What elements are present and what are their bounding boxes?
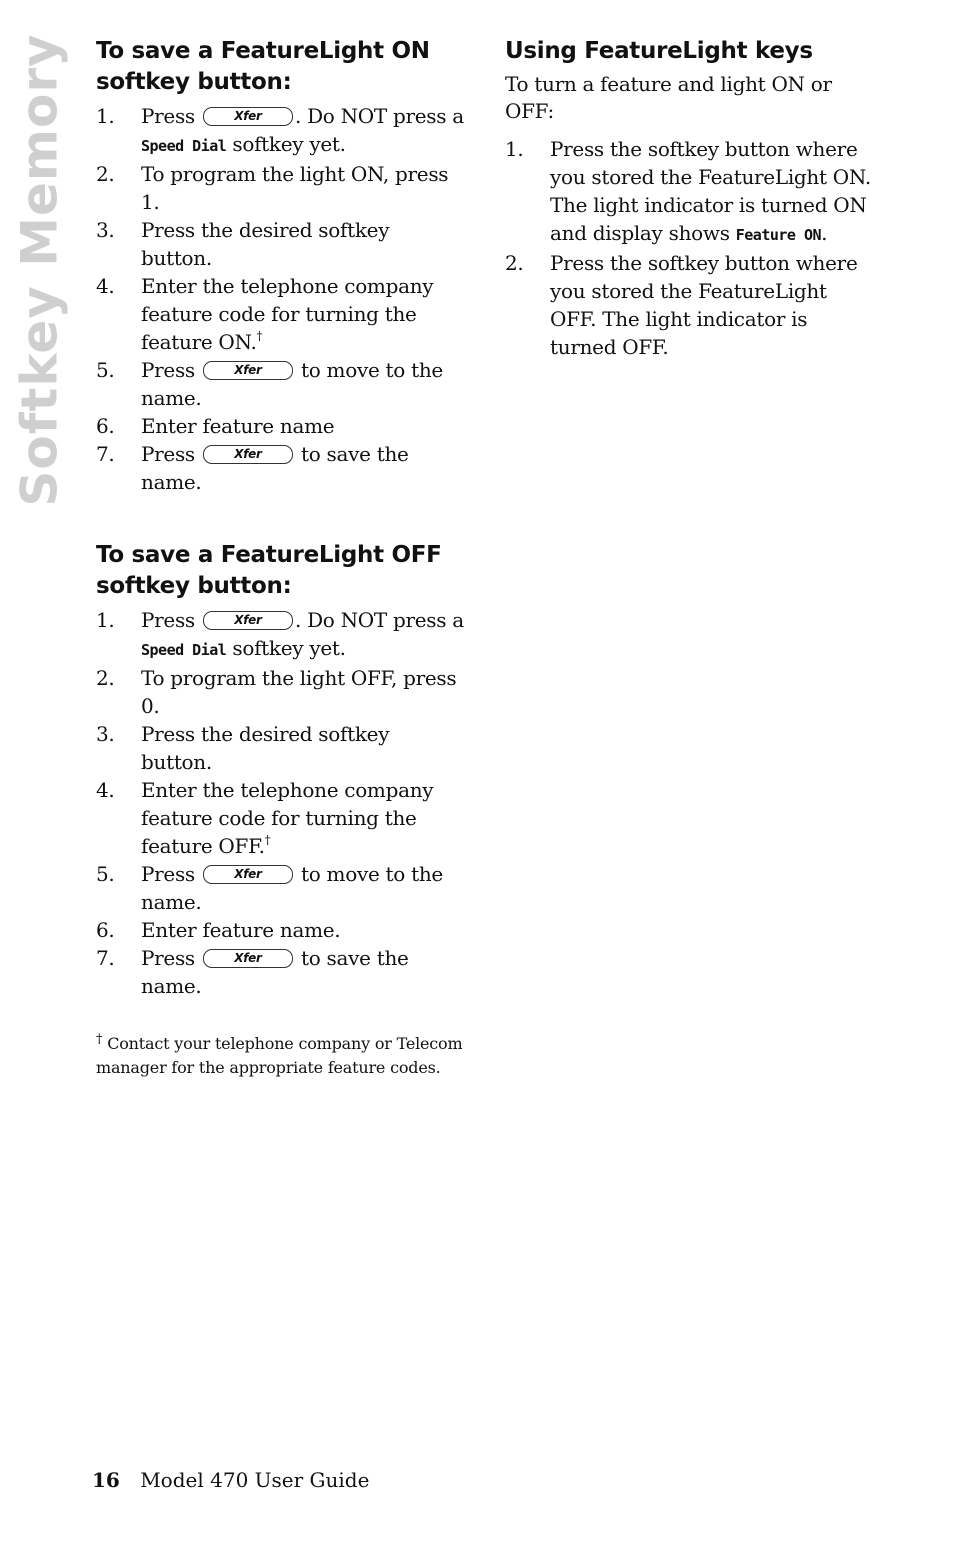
side-tab-label: Softkey Memory xyxy=(11,33,69,507)
list-item: 5. Press Xfer to move to the name. xyxy=(96,862,443,914)
steps-list-off xyxy=(96,606,466,1000)
xfer-key-icon: Xfer xyxy=(203,865,293,884)
xfer-key-icon: Xfer xyxy=(203,107,293,126)
list-item: 2. To program the light OFF, press 0. xyxy=(96,666,457,718)
section-heading-on: To save a FeatureLight ON softkey button: xyxy=(96,38,430,95)
list-item: 1. Press Xfer . Do NOT press a Speed Dial softkey yet. xyxy=(96,104,464,156)
footnote: † Contact your telephone company or Telecom manager for the appropriate feature codes. xyxy=(96,1032,463,1077)
xfer-key-icon: Xfer xyxy=(203,949,293,968)
document-title: Model 470 User Guide xyxy=(140,1468,370,1492)
featurelight-off-section xyxy=(96,540,466,1000)
list-item: 5. Press Xfer to move to the name. xyxy=(96,358,443,410)
side-tab xyxy=(11,33,69,507)
lcd-feature-on-text: Feature ON xyxy=(735,226,822,244)
section-heading-using: Using FeatureLight keys xyxy=(505,38,813,64)
list-item: 1. Press the softkey button where you stored the FeatureLight ON. The light indicator is turned ON and display shows Feature ON. xyxy=(505,137,871,245)
right-column xyxy=(505,36,875,361)
page-footer xyxy=(92,1468,369,1492)
list-item: 1. Press Xfer . Do NOT press a Speed Dial softkey yet. xyxy=(96,608,464,660)
lcd-speed-dial-text: Speed Dial xyxy=(141,641,227,659)
steps-list-on xyxy=(96,102,466,496)
list-item: 3. Press the desired softkey button. xyxy=(96,722,390,774)
list-item: 3. Press the desired softkey button. xyxy=(96,218,390,270)
list-item: 7. Press Xfer to save the name. xyxy=(96,442,409,494)
list-item: 2. To program the light ON, press 1. xyxy=(96,162,449,214)
list-item: 6. Enter feature name xyxy=(96,414,335,438)
intro-text: To turn a feature and light ON or OFF: xyxy=(505,72,832,123)
dagger-mark: † xyxy=(256,329,263,343)
xfer-key-icon: Xfer xyxy=(203,445,293,464)
dagger-mark: † xyxy=(264,833,271,847)
list-item: 7. Press Xfer to save the name. xyxy=(96,946,409,998)
list-item: 6. Enter feature name. xyxy=(96,918,341,942)
steps-list-using xyxy=(505,135,875,361)
section-heading-off: To save a FeatureLight OFF softkey button: xyxy=(96,542,442,599)
featurelight-on-section xyxy=(96,36,466,496)
list-item: 2. Press the softkey button where you stored the FeatureLight OFF. The light indicator is turned OFF. xyxy=(505,251,858,359)
lcd-speed-dial-text: Speed Dial xyxy=(141,137,227,155)
list-item: 4. Enter the telephone company feature code for turning the feature OFF.† xyxy=(96,778,434,858)
dagger-mark: † xyxy=(96,1032,103,1047)
left-column xyxy=(96,36,466,1096)
list-item: 4. Enter the telephone company feature code for turning the feature ON.† xyxy=(96,274,434,354)
page-number: 16 xyxy=(92,1468,120,1492)
xfer-key-icon: Xfer xyxy=(203,611,293,630)
xfer-key-icon: Xfer xyxy=(203,361,293,380)
